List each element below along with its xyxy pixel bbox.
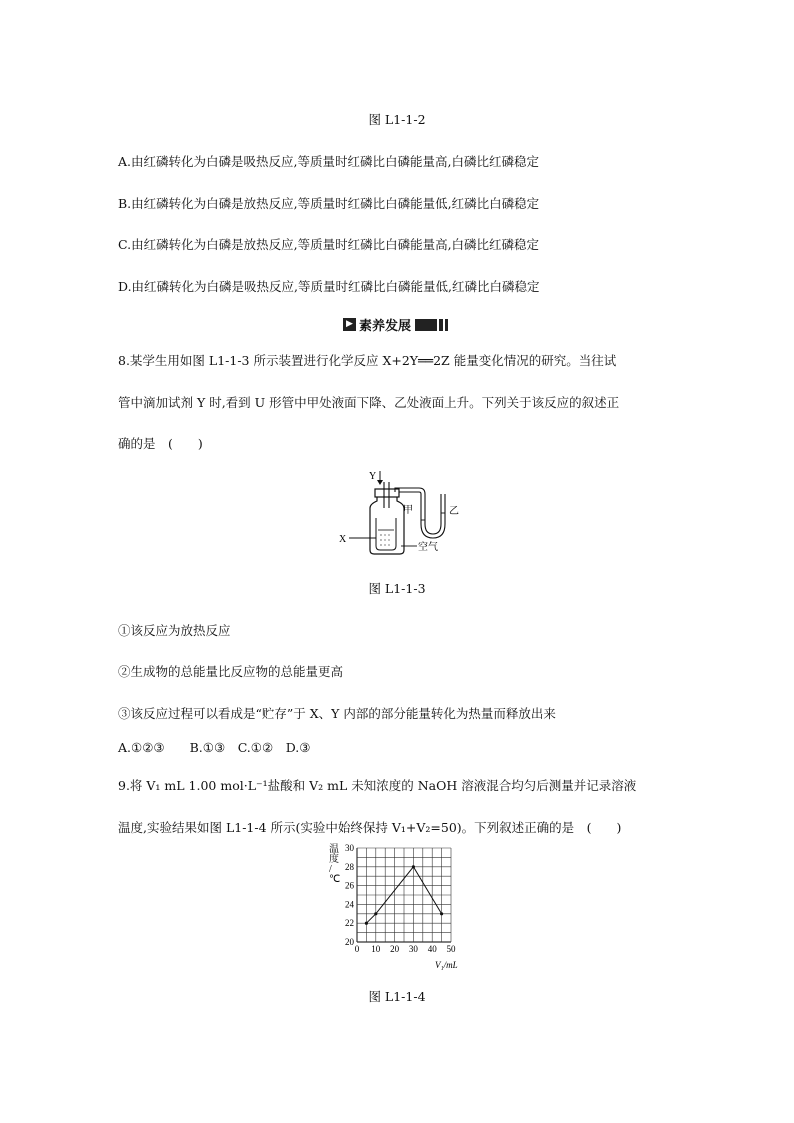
q8-statement-3: ③该反应过程可以看成是“贮存”于 X、Y 内部的部分能量转化为热量而释放出来 (118, 706, 556, 721)
data-point (440, 912, 443, 915)
data-point (374, 912, 377, 915)
y-tick-labels (345, 843, 355, 947)
x-axis-label: V₁/mL (435, 960, 458, 970)
q8-line-1: 8.某学生用如图 L1-1-3 所示装置进行化学反应 X+2Y══2Z 能量变化情况的研究。当往试 (118, 353, 617, 368)
q8-line-3: 确的是 ( ) (118, 436, 203, 451)
y-axis-label-char: / (329, 864, 332, 875)
y-axis-label (329, 843, 340, 885)
q9-line-2: 温度,实验结果如图 L1-1-4 所示(实验中始终保持 V₁+V₂=50)。下列叙述正确的是 ( ) (118, 820, 622, 835)
y-axis-label-char: ℃ (329, 874, 341, 885)
x-tick-label: 20 (390, 944, 400, 954)
q8-answer-choices: A.①②③ B.①③ C.①② D.③ (118, 740, 311, 755)
y-tick-label: 26 (345, 880, 354, 891)
figure-caption-l1-1-2: 图 L1-1-2 (368, 112, 426, 127)
label-y: Y (369, 471, 377, 482)
y-tick-label: 28 (345, 861, 354, 872)
y-tick-label: 22 (345, 918, 354, 929)
y-tick-label: 20 (345, 937, 354, 947)
x-tick-labels (355, 944, 456, 954)
x-tick-label: 30 (408, 944, 418, 954)
data-point (412, 865, 415, 868)
x-tick-label: 10 (371, 944, 381, 954)
y-axis-label-char: 温 (329, 844, 339, 855)
play-triangle-icon: ▶ (343, 318, 356, 331)
apparatus-diagram (335, 468, 465, 558)
data-point (365, 922, 368, 925)
label-yi: 乙 (449, 506, 459, 517)
x-tick-label: 0 (354, 944, 360, 954)
decorative-bars (415, 319, 448, 331)
q7-option-d: D.由红磷转化为白磷是吸热反应,等质量时红磷比白磷能量低,红磷比白磷稳定 (118, 279, 540, 294)
y-tick-label: 24 (345, 899, 354, 910)
figure-caption-l1-1-3: 图 L1-1-3 (368, 581, 426, 596)
section-title: 素养发展 (359, 319, 412, 334)
temperature-chart (325, 840, 470, 975)
q7-option-a: A.由红磷转化为白磷是吸热反应,等质量时红磷比白磷能量高,白磷比红磷稳定 (118, 154, 539, 169)
q9-line-1: 9.将 V₁ mL 1.00 mol·L⁻¹盐酸和 V₂ mL 未知浓度的 NaOH 溶液混合均匀后测量并记录溶液 (118, 778, 637, 793)
chart-grid (357, 848, 451, 942)
label-jia: 甲 (403, 505, 413, 516)
label-x: X (339, 534, 347, 545)
section-banner (343, 315, 448, 334)
q8-statement-2: ②生成物的总能量比反应物的总能量更高 (118, 664, 344, 679)
y-axis-label-char: 度 (329, 854, 339, 865)
label-air: 空气 (418, 542, 438, 553)
x-tick-label: 40 (427, 944, 437, 954)
q8-statement-1: ①该反应为放热反应 (118, 623, 231, 638)
figure-caption-l1-1-4: 图 L1-1-4 (368, 989, 426, 1004)
x-tick-label: 50 (446, 944, 456, 954)
q7-option-c: C.由红磷转化为白磷是放热反应,等质量时红磷比白磷能量高,白磷比红磷稳定 (118, 237, 540, 252)
q8-line-2: 管中滴加试剂 Y 时,看到 U 形管中甲处液面下降、乙处液面上升。下列关于该反应的叙述正 (118, 395, 620, 410)
y-tick-label: 30 (345, 843, 354, 853)
q7-option-b: B.由红磷转化为白磷是放热反应,等质量时红磷比白磷能量低,红磷比白磷稳定 (118, 196, 540, 211)
